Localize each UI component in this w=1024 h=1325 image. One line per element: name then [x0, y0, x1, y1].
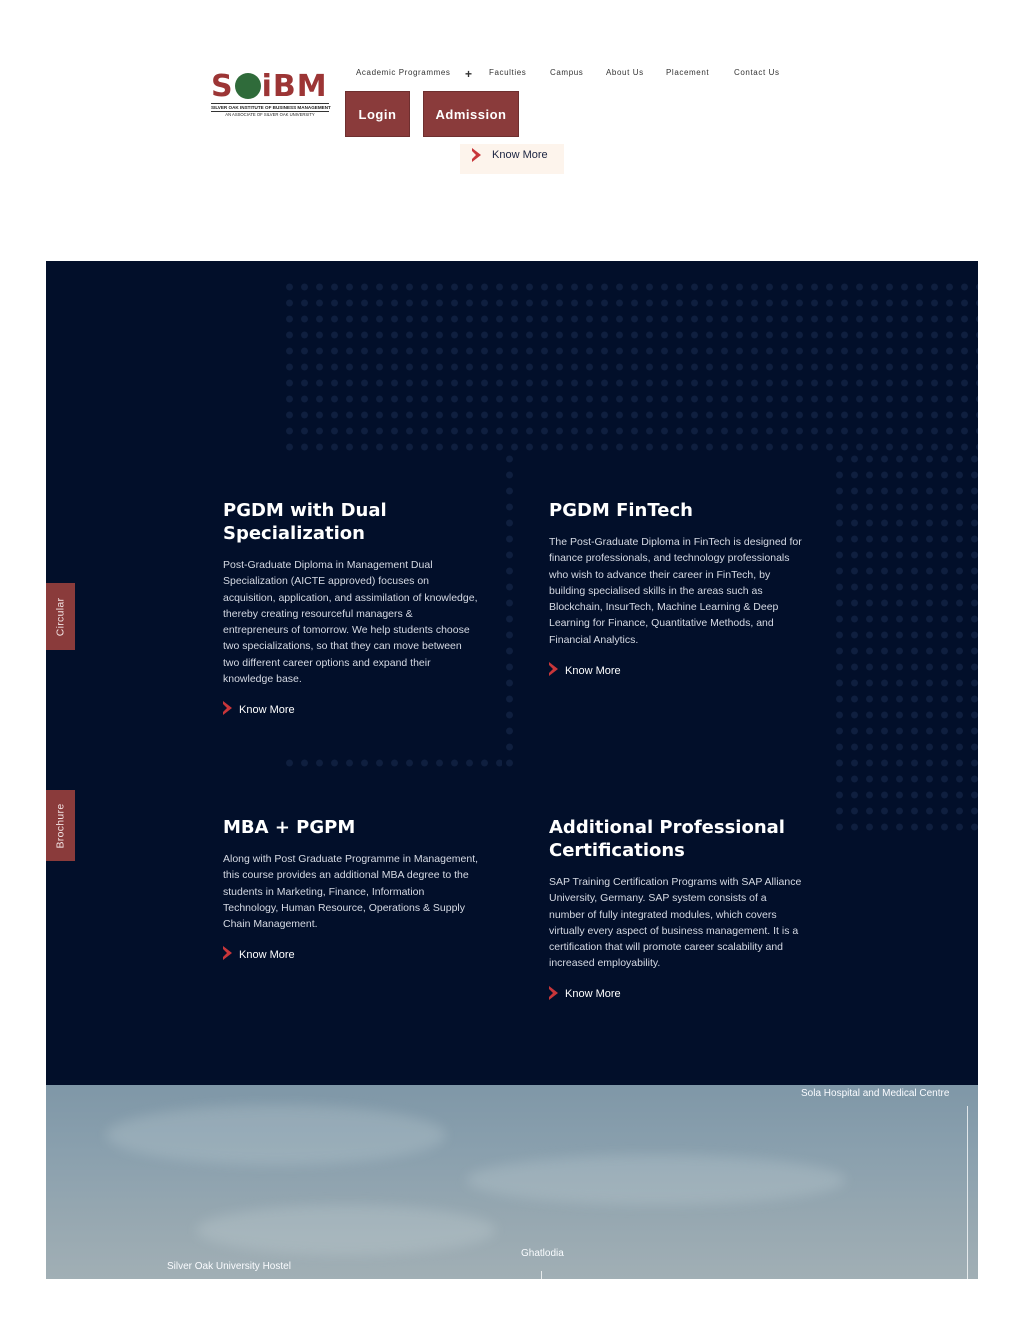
know-more-link[interactable]	[549, 662, 805, 679]
map-label: Sola Hospital and Medical Centre	[801, 1088, 950, 1099]
program-description: Along with Post Graduate Programme in Management, this course provides an additional MBA degree to the students in Marketing, Finance, Information Technology, Human Resource, Operations & Supply Chain Management.	[223, 853, 479, 931]
cloud-shape	[466, 1155, 846, 1205]
arrow-right-icon	[223, 701, 232, 718]
know-more-link[interactable]	[223, 701, 479, 718]
program-title: Additional Professional Certifications	[549, 817, 785, 861]
program-title: PGDM FinTech	[549, 500, 693, 521]
nav-about-us[interactable]: About Us	[606, 68, 644, 77]
tree-icon	[235, 73, 261, 99]
brochure-tab[interactable]	[46, 790, 75, 861]
admission-button[interactable]: Admission	[423, 91, 519, 137]
arrow-right-icon	[472, 148, 481, 167]
logo-subtitle: SILVER OAK INSTITUTE OF BUSINESS MANAGEMENT	[211, 105, 331, 110]
program-card-professional-certifications	[549, 816, 805, 1003]
dot-pattern	[502, 451, 516, 771]
map-label: Silver Oak University Hostel	[167, 1261, 291, 1272]
map-pin-line	[541, 1271, 542, 1279]
nav-academic-programmes[interactable]: Academic Programmes	[356, 68, 451, 77]
map-pin-line	[967, 1106, 968, 1279]
arrow-right-icon	[549, 662, 558, 679]
dot-pattern	[282, 279, 978, 455]
brochure-tab-label: Brochure	[54, 802, 67, 849]
know-more-link[interactable]	[223, 946, 479, 963]
cloud-shape	[196, 1205, 496, 1255]
top-know-more-label: Know More	[492, 149, 548, 161]
program-title: MBA + PGPM	[223, 817, 356, 838]
logo-tagline: AN ASSOCIATE OF SILVER OAK UNIVERSITY	[211, 111, 329, 117]
login-button[interactable]: Login	[345, 91, 410, 137]
know-more-link[interactable]	[549, 986, 805, 1003]
circular-tab-label: Circular	[54, 597, 67, 636]
programs-section	[46, 261, 978, 1086]
nav-faculties[interactable]: Faculties	[489, 68, 527, 77]
program-card-mba-pgpm	[223, 816, 479, 963]
dot-pattern	[282, 755, 502, 771]
arrow-right-icon	[549, 986, 558, 1003]
nav-contact-us[interactable]: Contact Us	[734, 68, 780, 77]
map-label: Ghatlodia	[521, 1248, 564, 1259]
program-description: Post-Graduate Diploma in Management Dual Specialization (AICTE approved) focuses on acquisition, application, and assimilation of knowledge, thereby creating resourceful managers & entrepreneurs of tomorrow. We help students choose two specializations, so that they can move between two different career options and expand their knowledge base.	[223, 559, 478, 686]
logo-mark: S iBM	[211, 69, 328, 104]
arrow-right-icon	[223, 946, 232, 963]
top-know-more-link[interactable]	[460, 144, 564, 174]
know-more-label: Know More	[239, 703, 295, 716]
program-description: The Post-Graduate Diploma in FinTech is designed for finance professionals, and technology professionals who wish to advance their career in FinTech, by building specialised skills in the areas such as Blockchain, InsurTech, Machine Learning & Deep Learning for Finance, Quantitative Methods, and Financial Analytics.	[549, 536, 802, 646]
program-title: PGDM with Dual Specialization	[223, 500, 387, 544]
program-card-pgdm-fintech	[549, 499, 805, 679]
nav-placement[interactable]: Placement	[666, 68, 710, 77]
location-map[interactable]	[46, 1085, 978, 1279]
know-more-label: Know More	[565, 664, 621, 677]
program-description: SAP Training Certification Programs with SAP Alliance University, Germany. SAP system consists of a number of fully integrated modules, which covers virtually every aspect of business management. It is a certification that will promote career scalability and increased employability.	[549, 876, 802, 970]
logo[interactable]	[211, 69, 331, 118]
dot-pattern	[832, 451, 978, 831]
cloud-shape	[106, 1105, 446, 1165]
program-card-pgdm-dual	[223, 499, 479, 718]
know-more-label: Know More	[565, 988, 621, 1001]
know-more-label: Know More	[239, 948, 295, 961]
nav-campus[interactable]: Campus	[550, 68, 584, 77]
plus-icon[interactable]: +	[465, 67, 473, 81]
circular-tab[interactable]	[46, 583, 75, 650]
